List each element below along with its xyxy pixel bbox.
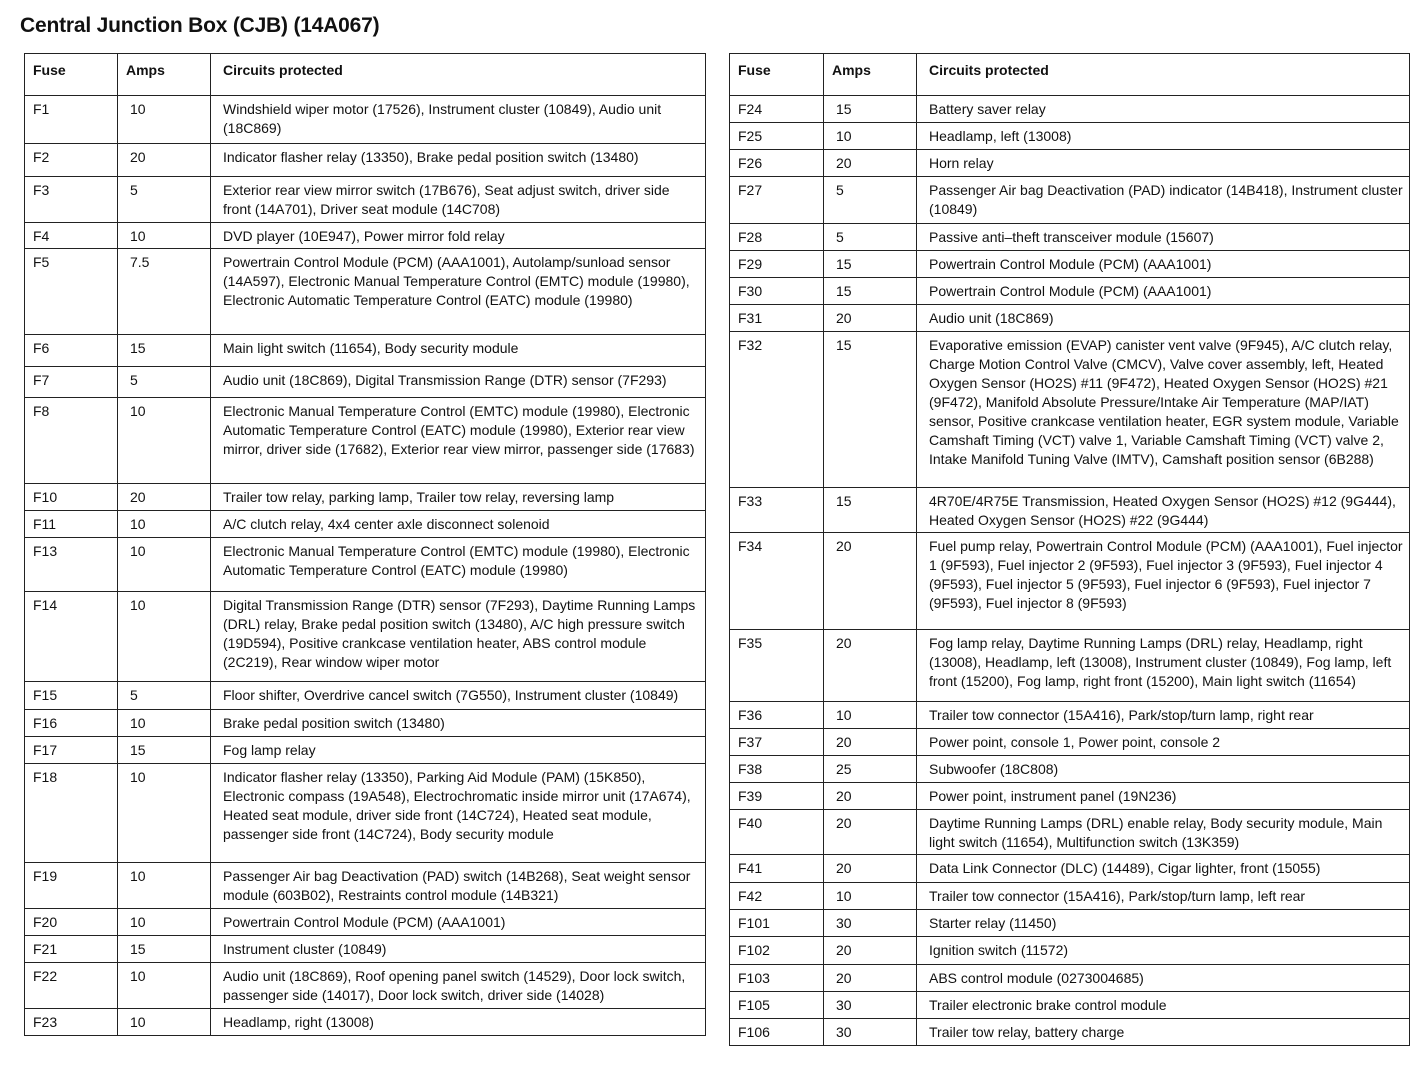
circuits-cell: Horn relay: [917, 150, 1410, 177]
circuits-cell: Fuel pump relay, Powertrain Control Module (PCM) (AAA1001), Fuel injector 1 (9F593), Fuel injector 2 (9F593), Fuel injector 3 (9F593), Fuel injector 4 (9F593), Fuel injector 5 (9F593), Fuel injector 6 (9F593), Fuel injector 7 (9F593), Fuel injector 8 (9F593): [917, 533, 1410, 630]
circuits-cell: Trailer tow relay, parking lamp, Trailer tow relay, reversing lamp: [211, 484, 706, 511]
table-row: [730, 1019, 1410, 1046]
circuits-cell: Exterior rear view mirror switch (17B676), Seat adjust switch, driver side front (14A701), Driver seat module (14C708): [211, 177, 706, 223]
amps-cell: 10: [118, 1009, 211, 1036]
fuse-cell: F18: [25, 764, 118, 863]
circuits-cell: Powertrain Control Module (PCM) (AAA1001), Autolamp/sunload sensor (14A597), Electronic Manual Temperature Control (EMTC) module (19980), Electronic Automatic Temperature Control (EATC) module (19980): [211, 249, 706, 335]
page-title: Central Junction Box (CJB) (14A067): [20, 14, 380, 37]
amps-cell: 10: [118, 764, 211, 863]
fuse-cell: F26: [730, 150, 824, 177]
amps-cell: 10: [118, 223, 211, 249]
amps-cell: 5: [118, 682, 211, 710]
fuse-cell: F24: [730, 96, 824, 123]
table-row: [25, 511, 706, 538]
amps-cell: 5: [824, 224, 917, 251]
amps-cell: 15: [824, 251, 917, 278]
table-header-row: [730, 54, 1410, 96]
fuse-cell: F6: [25, 335, 118, 367]
table-row: [730, 123, 1410, 150]
amps-cell: 15: [118, 737, 211, 764]
fuse-cell: F102: [730, 937, 824, 965]
fuse-cell: F41: [730, 855, 824, 883]
amps-cell: 10: [118, 710, 211, 737]
fuse-cell: F16: [25, 710, 118, 737]
circuits-cell: Starter relay (11450): [917, 910, 1410, 937]
circuits-cell: Fog lamp relay, Daytime Running Lamps (DRL) relay, Headlamp, right (13008), Headlamp, left (13008), Instrument cluster (10849), Fog lamp, left front (15200), Fog lamp, right front (15200), Main light switch (11654): [917, 630, 1410, 702]
table-header-row: [25, 54, 706, 96]
amps-cell: 30: [824, 992, 917, 1019]
table-row: [730, 910, 1410, 937]
amps-cell: 15: [118, 335, 211, 367]
fuse-cell: F106: [730, 1019, 824, 1046]
table-row: [730, 630, 1410, 702]
circuits-cell: Fog lamp relay: [211, 737, 706, 764]
fuse-cell: F10: [25, 484, 118, 511]
amps-cell: 20: [824, 150, 917, 177]
amps-cell: 10: [118, 511, 211, 538]
header-fuse: Fuse: [730, 54, 824, 96]
table-row: [730, 992, 1410, 1019]
fuse-cell: F38: [730, 756, 824, 783]
fuse-cell: F3: [25, 177, 118, 223]
circuits-cell: Audio unit (18C869), Roof opening panel switch (14529), Door lock switch, passenger side (14017), Door lock switch, driver side (14028): [211, 963, 706, 1009]
table-row: [730, 937, 1410, 965]
circuits-cell: Trailer tow connector (15A416), Park/stop/turn lamp, right rear: [917, 702, 1410, 729]
table-row: [25, 1009, 706, 1036]
fuse-cell: F33: [730, 488, 824, 533]
circuits-cell: Passenger Air bag Deactivation (PAD) indicator (14B418), Instrument cluster (10849): [917, 177, 1410, 224]
table-row: [730, 810, 1410, 855]
amps-cell: 10: [118, 863, 211, 909]
circuits-cell: Battery saver relay: [917, 96, 1410, 123]
table-row: [25, 764, 706, 863]
circuits-cell: DVD player (10E947), Power mirror fold relay: [211, 223, 706, 249]
table-row: [25, 863, 706, 909]
amps-cell: 10: [118, 963, 211, 1009]
circuits-cell: Powertrain Control Module (PCM) (AAA1001): [917, 251, 1410, 278]
table-row: [25, 936, 706, 963]
table-row: [730, 332, 1410, 488]
amps-cell: 20: [824, 729, 917, 756]
header-fuse: Fuse: [25, 54, 118, 96]
table-row: [730, 729, 1410, 756]
amps-cell: 20: [824, 810, 917, 855]
table-row: [730, 783, 1410, 810]
circuits-cell: Trailer tow relay, battery charge: [917, 1019, 1410, 1046]
amps-cell: 15: [824, 96, 917, 123]
table-row: [25, 592, 706, 682]
circuits-cell: Trailer electronic brake control module: [917, 992, 1410, 1019]
table-row: [730, 177, 1410, 224]
circuits-cell: Ignition switch (11572): [917, 937, 1410, 965]
fuse-cell: F35: [730, 630, 824, 702]
header-circuits: Circuits protected: [211, 54, 706, 96]
fuse-cell: F11: [25, 511, 118, 538]
amps-cell: 20: [824, 965, 917, 992]
table-row: [25, 710, 706, 737]
circuits-cell: Windshield wiper motor (17526), Instrument cluster (10849), Audio unit (18C869): [211, 96, 706, 144]
fuse-cell: F21: [25, 936, 118, 963]
amps-cell: 15: [824, 332, 917, 488]
circuits-cell: Trailer tow connector (15A416), Park/stop/turn lamp, left rear: [917, 883, 1410, 910]
table-row: [25, 249, 706, 335]
fuse-cell: F20: [25, 909, 118, 936]
fuse-cell: F19: [25, 863, 118, 909]
circuits-cell: Digital Transmission Range (DTR) sensor (7F293), Daytime Running Lamps (DRL) relay, Brake pedal position switch (13480), A/C high pressure switch (19D594), Positive crankcase ventilation heater, ABS control module (2C219), Rear window wiper motor: [211, 592, 706, 682]
amps-cell: 5: [118, 177, 211, 223]
circuits-cell: Audio unit (18C869): [917, 305, 1410, 332]
circuits-cell: Main light switch (11654), Body security module: [211, 335, 706, 367]
fuse-cell: F15: [25, 682, 118, 710]
table-row: [730, 251, 1410, 278]
amps-cell: 20: [824, 533, 917, 630]
table-row: [25, 682, 706, 710]
table-row: [730, 488, 1410, 533]
amps-cell: 15: [824, 488, 917, 533]
circuits-cell: Audio unit (18C869), Digital Transmission Range (DTR) sensor (7F293): [211, 367, 706, 398]
amps-cell: 20: [824, 937, 917, 965]
circuits-cell: Powertrain Control Module (PCM) (AAA1001): [211, 909, 706, 936]
fuse-cell: F36: [730, 702, 824, 729]
table-row: [25, 144, 706, 177]
circuits-cell: Power point, instrument panel (19N236): [917, 783, 1410, 810]
fuse-cell: F1: [25, 96, 118, 144]
table-row: [25, 96, 706, 144]
fuse-cell: F30: [730, 278, 824, 305]
fuse-cell: F103: [730, 965, 824, 992]
fuse-cell: F23: [25, 1009, 118, 1036]
amps-cell: 10: [118, 909, 211, 936]
table-row: [25, 963, 706, 1009]
amps-cell: 20: [824, 305, 917, 332]
circuits-cell: Indicator flasher relay (13350), Brake pedal position switch (13480): [211, 144, 706, 177]
amps-cell: 10: [118, 592, 211, 682]
circuits-cell: Powertrain Control Module (PCM) (AAA1001): [917, 278, 1410, 305]
fuse-cell: F17: [25, 737, 118, 764]
table-row: [730, 965, 1410, 992]
table-row: [25, 484, 706, 511]
fuse-cell: F13: [25, 538, 118, 592]
circuits-cell: Passive anti–theft transceiver module (15607): [917, 224, 1410, 251]
table-row: [25, 538, 706, 592]
table-row: [25, 223, 706, 249]
table-row: [730, 278, 1410, 305]
table-row: [730, 855, 1410, 883]
amps-cell: 10: [118, 398, 211, 484]
table-row: [25, 177, 706, 223]
fuse-cell: F32: [730, 332, 824, 488]
amps-cell: 15: [824, 278, 917, 305]
amps-cell: 20: [824, 783, 917, 810]
amps-cell: 10: [118, 538, 211, 592]
circuits-cell: Brake pedal position switch (13480): [211, 710, 706, 737]
header-circuits: Circuits protected: [917, 54, 1410, 96]
amps-cell: 5: [824, 177, 917, 224]
table-row: [25, 335, 706, 367]
amps-cell: 10: [118, 96, 211, 144]
fuse-table-right: [729, 53, 1410, 1046]
amps-cell: 30: [824, 1019, 917, 1046]
fuse-cell: F42: [730, 883, 824, 910]
amps-cell: 15: [118, 936, 211, 963]
amps-cell: 20: [824, 630, 917, 702]
header-amps: Amps: [118, 54, 211, 96]
fuse-cell: F101: [730, 910, 824, 937]
table-row: [25, 367, 706, 398]
fuse-cell: F39: [730, 783, 824, 810]
table-row: [730, 702, 1410, 729]
table-row: [730, 533, 1410, 630]
amps-cell: 25: [824, 756, 917, 783]
amps-cell: 20: [118, 484, 211, 511]
circuits-cell: Power point, console 1, Power point, console 2: [917, 729, 1410, 756]
circuits-cell: Electronic Manual Temperature Control (EMTC) module (19980), Electronic Automatic Temperature Control (EATC) module (19980), Exterior rear view mirror, driver side (17682), Exterior rear view mirror, passenger side (17683): [211, 398, 706, 484]
amps-cell: 20: [118, 144, 211, 177]
circuits-cell: A/C clutch relay, 4x4 center axle disconnect solenoid: [211, 511, 706, 538]
fuse-cell: F2: [25, 144, 118, 177]
amps-cell: 30: [824, 910, 917, 937]
table-row: [730, 305, 1410, 332]
table-row: [25, 737, 706, 764]
circuits-cell: Indicator flasher relay (13350), Parking Aid Module (PAM) (15K850), Electronic compass (19A548), Electrochromatic inside mirror unit (17A674), Heated seat module, driver side front (14C724), Heated seat module, passenger side front (14C724), Body security module: [211, 764, 706, 863]
table-row: [730, 96, 1410, 123]
table-row: [730, 883, 1410, 910]
circuits-cell: Daytime Running Lamps (DRL) enable relay, Body security module, Main light switch (11654), Multifunction switch (13K359): [917, 810, 1410, 855]
amps-cell: 7.5: [118, 249, 211, 335]
fuse-cell: F4: [25, 223, 118, 249]
circuits-cell: Subwoofer (18C808): [917, 756, 1410, 783]
amps-cell: 10: [824, 123, 917, 150]
amps-cell: 20: [824, 855, 917, 883]
fuse-cell: F31: [730, 305, 824, 332]
fuse-cell: F40: [730, 810, 824, 855]
circuits-cell: Floor shifter, Overdrive cancel switch (7G550), Instrument cluster (10849): [211, 682, 706, 710]
table-row: [25, 398, 706, 484]
table-row: [730, 150, 1410, 177]
table-row: [730, 224, 1410, 251]
circuits-cell: Passenger Air bag Deactivation (PAD) switch (14B268), Seat weight sensor module (603B02), Restraints control module (14B321): [211, 863, 706, 909]
table-row: [25, 909, 706, 936]
amps-cell: 5: [118, 367, 211, 398]
circuits-cell: Headlamp, left (13008): [917, 123, 1410, 150]
header-amps: Amps: [824, 54, 917, 96]
fuse-cell: F7: [25, 367, 118, 398]
fuse-cell: F14: [25, 592, 118, 682]
circuits-cell: Headlamp, right (13008): [211, 1009, 706, 1036]
circuits-cell: 4R70E/4R75E Transmission, Heated Oxygen Sensor (HO2S) #12 (9G444), Heated Oxygen Sensor (HO2S) #22 (9G444): [917, 488, 1410, 533]
fuse-table-left: [24, 53, 706, 1036]
fuse-cell: F105: [730, 992, 824, 1019]
circuits-cell: Electronic Manual Temperature Control (EMTC) module (19980), Electronic Automatic Temperature Control (EATC) module (19980): [211, 538, 706, 592]
fuse-cell: F28: [730, 224, 824, 251]
circuits-cell: ABS control module (0273004685): [917, 965, 1410, 992]
amps-cell: 10: [824, 883, 917, 910]
fuse-cell: F27: [730, 177, 824, 224]
table-row: [730, 756, 1410, 783]
amps-cell: 10: [824, 702, 917, 729]
circuits-cell: Instrument cluster (10849): [211, 936, 706, 963]
circuits-cell: Evaporative emission (EVAP) canister vent valve (9F945), A/C clutch relay, Charge Motion Control Valve (CMCV), Valve cover assembly, left, Heated Oxygen Sensor (HO2S) #11 (9F472), Heated Oxygen Sensor (HO2S) #21 (9F472), Manifold Absolute Pressure/Intake Air Temperature (MAP/IAT) sensor, Positive crankcase ventilation heater, EGR system module, Variable Camshaft Timing (VCT) valve 1, Variable Camshaft Timing (VCT) valve 2, Intake Manifold Tuning Valve (IMTV), Camshaft position sensor (6B288): [917, 332, 1410, 488]
fuse-cell: F5: [25, 249, 118, 335]
fuse-cell: F8: [25, 398, 118, 484]
circuits-cell: Data Link Connector (DLC) (14489), Cigar lighter, front (15055): [917, 855, 1410, 883]
fuse-cell: F25: [730, 123, 824, 150]
fuse-cell: F34: [730, 533, 824, 630]
fuse-cell: F37: [730, 729, 824, 756]
fuse-cell: F22: [25, 963, 118, 1009]
fuse-cell: F29: [730, 251, 824, 278]
